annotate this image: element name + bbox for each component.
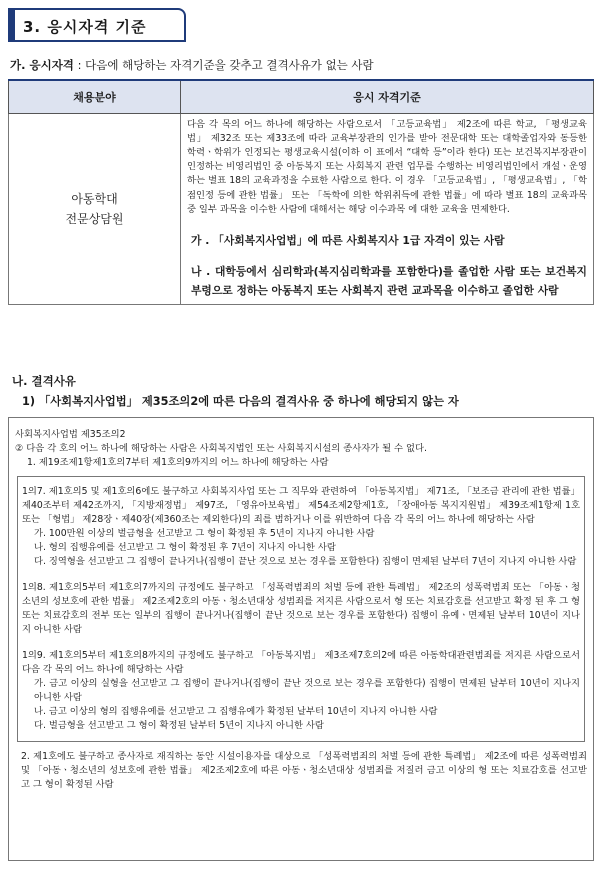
subsection-description: : 다음에 해당하는 자격기준을 갖추고 결격사유가 없는 사람: [73, 58, 374, 72]
field-line-1: 아동학대: [71, 191, 118, 206]
provision-1-7: 1의7. 제1호의5 및 제1호의6에도 불구하고 사회복지사업 또는 그 직무와 관련하여 「아동복지법」 제71조, 「보조금 관리에 관한 법률」 제40조부터 제42조까지, 「지방재정법」 제97조, 「영유아보육법」 제54조제2항제1호, 「장애아동 복지지원법」 제39조제1항제 1호 또는 「형법」 제28장ㆍ제40장(제360조는 제외한다)의 죄를 범하거나 이를 위반하여 다음 각 목의 어느 하나에 해당하는 사람: [22, 486, 580, 525]
subsection-heading: [10, 57, 595, 73]
table-header-row: [9, 80, 594, 113]
section-title: 3. 응시자격 기준: [8, 8, 186, 42]
subsection-label: 가. 응시자격: [10, 58, 74, 72]
qualification-table: [8, 79, 594, 305]
provision-1-7-item-ga: 가. 100만원 이상의 벌금형을 선고받고 그 형이 확정된 후 5년이 지나지 아니한 사람: [34, 528, 375, 539]
provision-1-9: 1의9. 제1호의5부터 제1호의8까지의 규정에도 불구하고 「아동복지법」 제3조제7호의2에 따른 아동학대관련범죄를 저지른 사람으로서 다음 각 목의 어느 하나에 해당하는 사람: [22, 650, 580, 675]
provision-1-9-item-da: 다. 벌금형을 선고받고 그 형이 확정된 날부터 5년이 지나지 아니한 사람: [34, 720, 324, 731]
header-field: 채용분야: [9, 80, 181, 113]
criteria-main-paragraph: 다음 각 목의 어느 하나에 해당하는 사람으로서 「고등교육법」 제2조에 따른 학교, 「평생교육법」 제32조 또는 제33조에 따라 교육부장관의 인가를 받아 전문대학 또는 대학졸업자와 동등한 학력ㆍ학위가 인정되는 평생교육시설(이하 이 표에서 “대학 등”이라 한다) 또는 보건복지부장관이 인정하는 비영리법인 중 아동복지 또는 사회복지 관련 업무를 수행하는 비영리법인에서 개설ㆍ운영하는 별표 18의 교육과정을 수료한 사람으로 한다. 이 경우 「고등교육법」, 「평생교육법」, 「학점인정 등에 관한 법률」 또는 「독학에 의한 학위취득에 관한 법률」에 따라 별표 18의 교육과목 중 일부 과목을 이수한 사람에 대해서는 해당 이수과목 에 대한 교육을 면제한다.: [187, 118, 587, 215]
provision-1-7-item-na: 나. 형의 집행유예를 선고받고 그 형이 확정된 후 7년이 지나지 아니한 사람: [34, 542, 336, 553]
law-heading: 사회복지사업법 제35조의2: [15, 429, 126, 440]
disqualification-title: 나. 결격사유: [12, 374, 76, 388]
provision-1-9-item-na: 나. 금고 이상의 형의 집행유예를 선고받고 그 집행유예가 확정된 날부터 10년이 지나지 아니한 사람: [34, 706, 438, 717]
header-criteria: 응시 자격기준: [181, 80, 594, 113]
law-excerpt-box: [8, 417, 594, 861]
criteria-item-ga: 가 . 「사회복지사업법」에 따른 사회복지사 1급 자격이 있는 사람: [191, 233, 505, 247]
criteria-cell: [181, 113, 594, 304]
provision-1-9-item-ga: 가. 금고 이상의 실형을 선고받고 그 집행이 끝나거나(집행이 끝난 것으로 보는 경우를 포함한다) 집행이 면제된 날부터 10년이 지나지 아니한 사람: [34, 678, 580, 703]
disqualification-subtitle: 1) 「사회복지사업법」 제35조의2에 따른 다음의 결격사유 중 하나에 해당되지 않는 자: [22, 395, 459, 408]
provision-1-8: 1의8. 제1호의5부터 제1호의7까지의 규정에도 불구하고 「성폭력범죄의 처벌 등에 관한 특례법」 제2조의 성폭력범죄 또는 「아동ㆍ청소년의 성보호에 관한 법률」 제2조제2호의 아동ㆍ청소년대상 성범죄를 저지른 사람으로서 형 또는 치료감호를 선고받고 확정 된 후 그 형 또는 치료감호의 전부 또는 일부의 집행이 끝나거나(집행이 끝난 것으로 보는 경우를 포함한다) 집행이 유예ㆍ면제된 날부터 10년이 지나지 아니한 사람: [22, 582, 580, 635]
field-line-2: 전문상담원: [65, 211, 124, 226]
table-row: [9, 113, 594, 304]
provision-1-7-item-da: 다. 징역형을 선고받고 그 집행이 끝나거나(집행이 끝난 것으로 보는 경우를 포함한다) 집행이 면제된 날부터 7년이 지나지 아니한 사람: [34, 556, 577, 567]
clause-2-item-1: 1. 제19조제1항제1호의7부터 제1호의9까지의 어느 하나에 해당하는 사람: [27, 457, 329, 468]
criteria-item-na: 나 . 대학등에서 심리학과(복지심리학과를 포함한다)를 졸업한 사람 또는 보건복지부령으로 정하는 아동복지 또는 사회복지 관련 교과목을 이수하고 졸업한 사람: [191, 264, 587, 297]
referenced-provisions-box: [17, 476, 585, 742]
clause-2: ② 다음 각 호의 어느 하나에 해당하는 사람은 사회복지법인 또는 사회복지시설의 종사자가 될 수 없다.: [15, 443, 427, 454]
field-cell: [9, 113, 181, 304]
clause-2-item-2: 2. 제1호에도 불구하고 종사자로 재직하는 동안 시설이용자를 대상으로 「성폭력범죄의 처벌 등에 관한 특례법」 제2조에 따른 성폭력범죄 및 「아동ㆍ청소년의 성보호에 관한 법률」 제2조제2호에 따른 아동ㆍ청소년대상 성범죄를 저질러 금고 이상의 형 또는 치료감호를 선고받고 그 형이 확정된 사람: [21, 751, 587, 790]
